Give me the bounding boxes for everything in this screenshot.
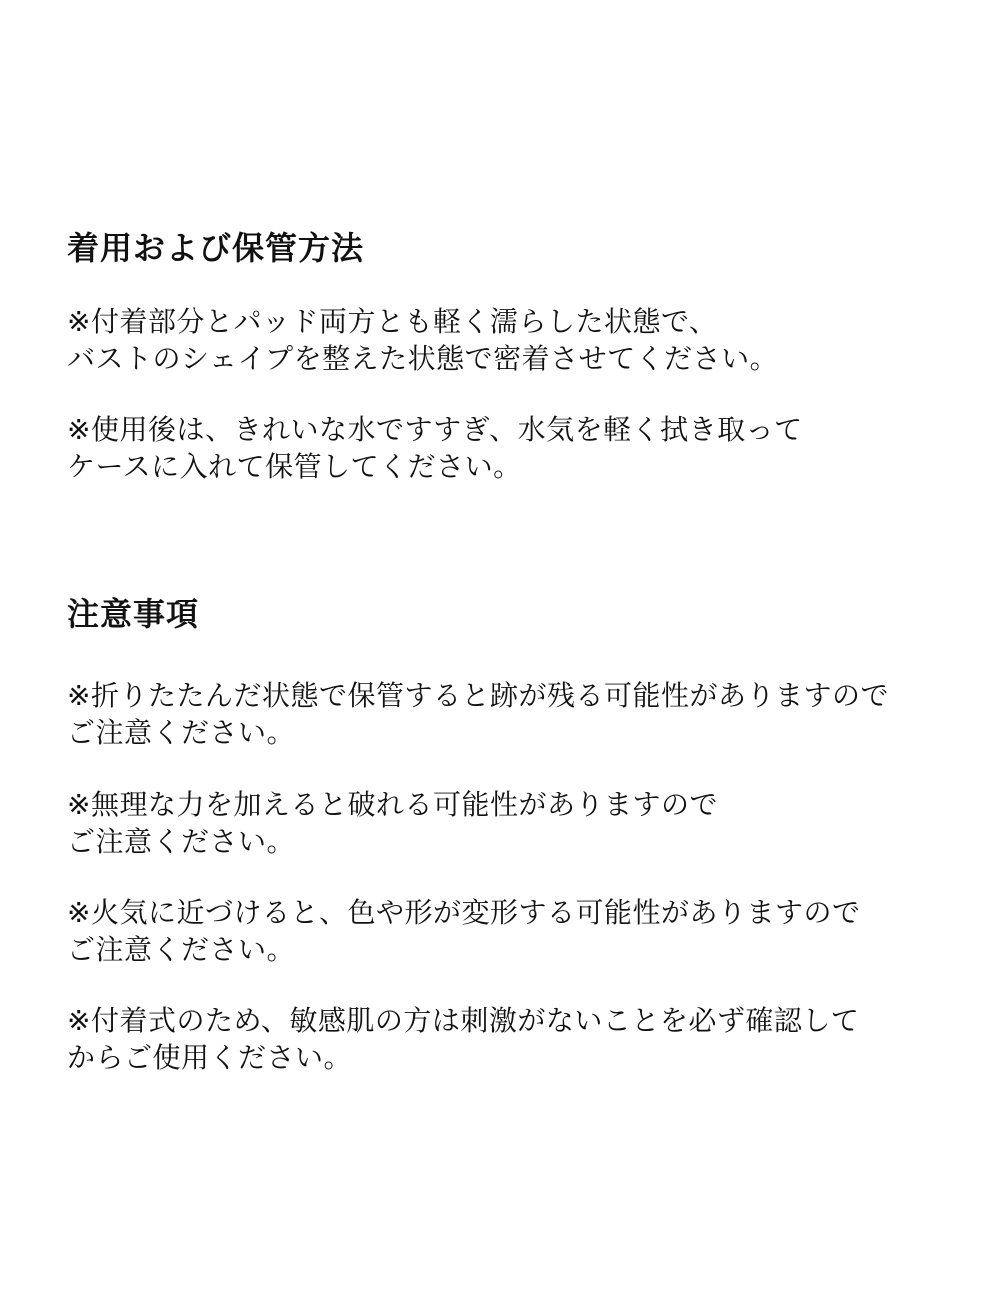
- paragraph-line: ※付着式のため、敏感肌の方は刺激がないことを必ず確認して: [67, 1004, 860, 1037]
- paragraph-line: ご注意ください。: [67, 716, 296, 749]
- usage-paragraph-1: [67, 303, 778, 377]
- paragraph-line: ※無理な力を加えると破れる可能性がありますので: [67, 788, 718, 821]
- paragraph-line: ご注意ください。: [67, 825, 296, 858]
- paragraph-line: ※付着部分とパッド両方とも軽く濡らした状態で、: [67, 305, 718, 338]
- precaution-paragraph-2: [67, 786, 718, 860]
- paragraph-line: ケースに入れて保管してください。: [67, 450, 522, 483]
- usage-paragraph-2: [67, 411, 803, 485]
- paragraph-line: ※使用後は、きれいな水ですすぎ、水気を軽く拭き取って: [67, 413, 803, 446]
- section-title-usage-storage: 着用および保管方法: [67, 229, 365, 267]
- precaution-paragraph-3: [67, 894, 860, 968]
- paragraph-line: バストのシェイプを整えた状態で密着させてください。: [67, 342, 779, 375]
- paragraph-line: ご注意ください。: [67, 933, 296, 966]
- paragraph-line: ※折りたたんだ状態で保管すると跡が残る可能性がありますので: [67, 679, 889, 712]
- paragraph-line: ※火気に近づけると、色や形が変形する可能性がありますので: [67, 896, 861, 929]
- precaution-paragraph-4: [67, 1002, 859, 1076]
- section-title-precautions: 注意事項: [67, 595, 200, 633]
- paragraph-line: からご使用ください。: [67, 1041, 353, 1074]
- precaution-paragraph-1: [67, 677, 889, 751]
